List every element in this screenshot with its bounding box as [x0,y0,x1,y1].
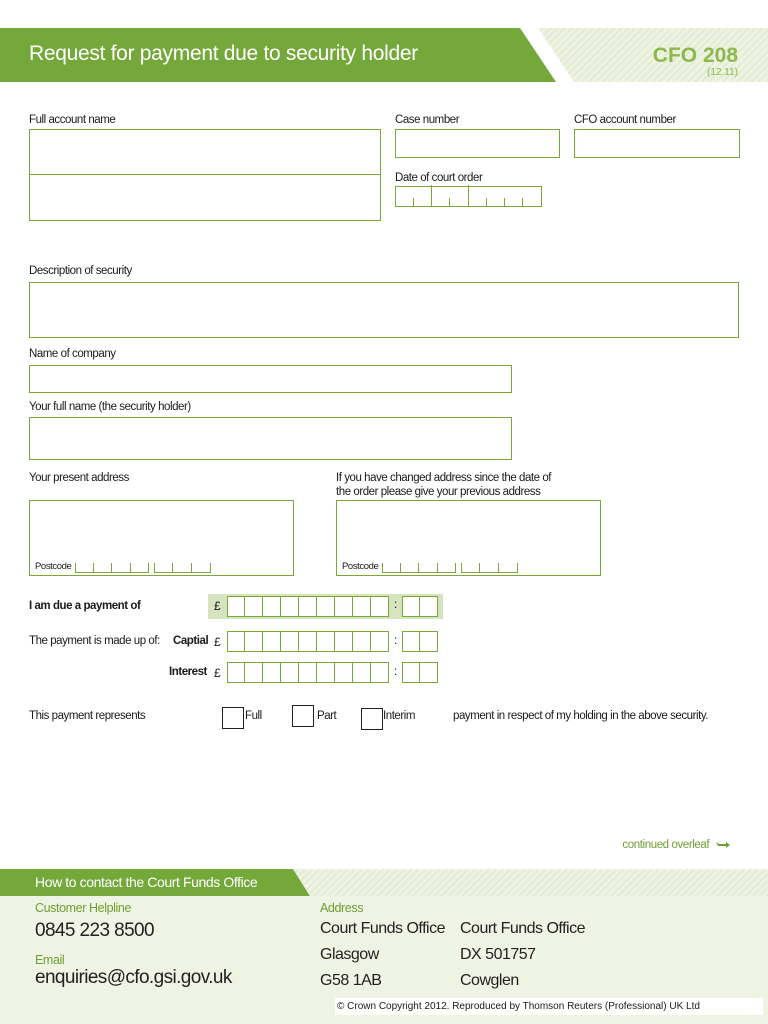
postcode-tick [455,563,456,572]
postcode-outward[interactable] [382,562,456,573]
interim-checkbox[interactable] [361,708,383,730]
full-option-label: Full [245,710,262,722]
name-of-company-label: Name of company [29,348,116,360]
digit-cell[interactable] [299,596,317,617]
digit-cell[interactable] [263,596,281,617]
copyright-notice: © Crown Copyright 2012. Reproduced by Thomson Reuters (Professional) UK Ltd [335,998,763,1015]
full-checkbox[interactable] [222,707,244,729]
form-code: CFO 208 [652,44,738,67]
footer-title: How to contact the Court Funds Office [35,874,258,890]
digit-cell[interactable] [227,596,245,617]
digit-cell[interactable] [335,662,353,683]
pound-sign: £ [214,666,221,680]
cfo-account-number-label: CFO account number [574,114,676,126]
full-account-name-label: Full account name [29,114,116,126]
digit-cell[interactable] [245,596,263,617]
made-up-label: The payment is made up of: [29,635,160,647]
digit-cell[interactable] [263,662,281,683]
address-1-line-2: Glasgow [320,946,379,963]
postcode-tick [517,563,518,572]
date-of-court-order-label: Date of court order [395,172,483,184]
helpline-number[interactable]: 0845 223 8500 [35,920,154,941]
digit-cell[interactable] [299,631,317,652]
postcode-tick [93,563,94,572]
digit-cell[interactable] [335,631,353,652]
postcode-label: Postcode [342,561,379,572]
digit-cell[interactable] [420,631,438,652]
digit-cell[interactable] [317,596,335,617]
full-name-label: Your full name (the security holder) [29,401,191,413]
present-address-input[interactable] [29,500,294,576]
postcode-tick [172,563,173,572]
postcode-outward[interactable] [75,562,149,573]
postcode-tick [111,563,112,572]
description-of-security-label: Description of security [29,265,132,277]
payment-due-pence[interactable] [402,596,438,617]
postcode-tick [148,563,149,572]
date-tick [449,198,450,206]
postcode-inward[interactable] [154,562,211,573]
digit-cell[interactable] [299,662,317,683]
digit-cell[interactable] [263,631,281,652]
continued-overleaf-link[interactable] [622,839,730,851]
postcode-tick [461,563,462,572]
name-of-company-input[interactable] [29,365,512,393]
digit-cell[interactable] [353,662,371,683]
full-name-input[interactable] [29,417,512,460]
cfo-account-number-input[interactable] [574,129,740,158]
interest-pounds[interactable] [227,662,389,683]
capital-pounds[interactable] [227,631,389,652]
postcode-inward[interactable] [461,562,518,573]
digit-cell[interactable] [402,631,420,652]
date-of-court-order-input[interactable] [395,186,542,207]
previous-address-input[interactable] [336,500,601,576]
digit-cell[interactable] [317,662,335,683]
digit-cell[interactable] [245,631,263,652]
digit-cell[interactable] [353,631,371,652]
postcode-tick [400,563,401,572]
footer-stripe [293,869,768,896]
postcode-tick [437,563,438,572]
previous-address-label-2: the order please give your previous address [336,486,541,498]
arrow-right-icon [716,839,730,851]
present-address-label: Your present address [29,472,129,484]
form-revision: (12.11) [707,67,738,78]
address-2-line-3: Cowglen [460,972,519,989]
postcode-tick [191,563,192,572]
postcode-tick [154,563,155,572]
pence-separator: : [394,599,397,611]
pence-separator: : [394,635,397,647]
digit-cell[interactable] [335,596,353,617]
represents-label: This payment represents [29,710,146,722]
part-checkbox[interactable] [292,705,314,727]
digit-cell[interactable] [317,631,335,652]
full-account-name-input-2[interactable] [29,174,381,221]
postcode-tick [130,563,131,572]
capital-pence[interactable] [402,631,438,652]
case-number-label: Case number [395,114,460,126]
represents-suffix: payment in respect of my holding in the above security. [453,710,709,722]
postcode-tick [479,563,480,572]
address-1-line-1: Court Funds Office [320,920,445,937]
description-of-security-input[interactable] [29,282,739,338]
capital-label: Captial [173,635,209,647]
date-tick [504,198,505,206]
digit-cell[interactable] [402,662,420,683]
date-divider [431,185,432,206]
date-tick [486,198,487,206]
digit-cell[interactable] [227,631,245,652]
pound-sign: £ [214,635,221,649]
address-1-line-3: G58 1AB [320,972,382,989]
continued-overleaf-text: continued overleaf [622,839,710,851]
pound-sign: £ [214,599,221,613]
digit-cell[interactable] [281,596,299,617]
payment-due-pounds[interactable] [227,596,389,617]
email-link[interactable]: enquiries@cfo.gsi.gov.uk [35,967,232,988]
previous-address-label-1: If you have changed address since the date of [336,472,552,484]
date-divider [468,185,469,206]
digit-cell[interactable] [371,596,389,617]
address-2-line-2: DX 501757 [460,946,536,963]
date-tick [413,198,414,206]
digit-cell[interactable] [420,596,438,617]
case-number-input[interactable] [395,129,560,158]
address-label: Address [320,901,364,915]
full-account-name-input-1[interactable] [29,129,381,175]
postcode-tick [498,563,499,572]
date-tick [522,198,523,206]
helpline-label: Customer Helpline [35,901,132,915]
digit-cell[interactable] [371,631,389,652]
postcode-tick [75,563,76,572]
postcode-label: Postcode [35,561,72,572]
digit-cell[interactable] [353,596,371,617]
address-2-line-1: Court Funds Office [460,920,585,937]
digit-cell[interactable] [420,662,438,683]
interest-pence[interactable] [402,662,438,683]
email-label: Email [35,953,65,967]
digit-cell[interactable] [402,596,420,617]
digit-cell[interactable] [245,662,263,683]
payment-due-label: I am due a payment of [29,600,141,612]
digit-cell[interactable] [371,662,389,683]
digit-cell[interactable] [281,662,299,683]
pence-separator: : [394,666,397,678]
digit-cell[interactable] [227,662,245,683]
postcode-tick [210,563,211,572]
part-option-label: Part [317,710,337,722]
digit-cell[interactable] [281,631,299,652]
postcode-tick [418,563,419,572]
interim-option-label: Interim [383,710,415,722]
postcode-tick [382,563,383,572]
form-title: Request for payment due to security holder [29,42,418,65]
interest-label: Interest [169,666,207,678]
